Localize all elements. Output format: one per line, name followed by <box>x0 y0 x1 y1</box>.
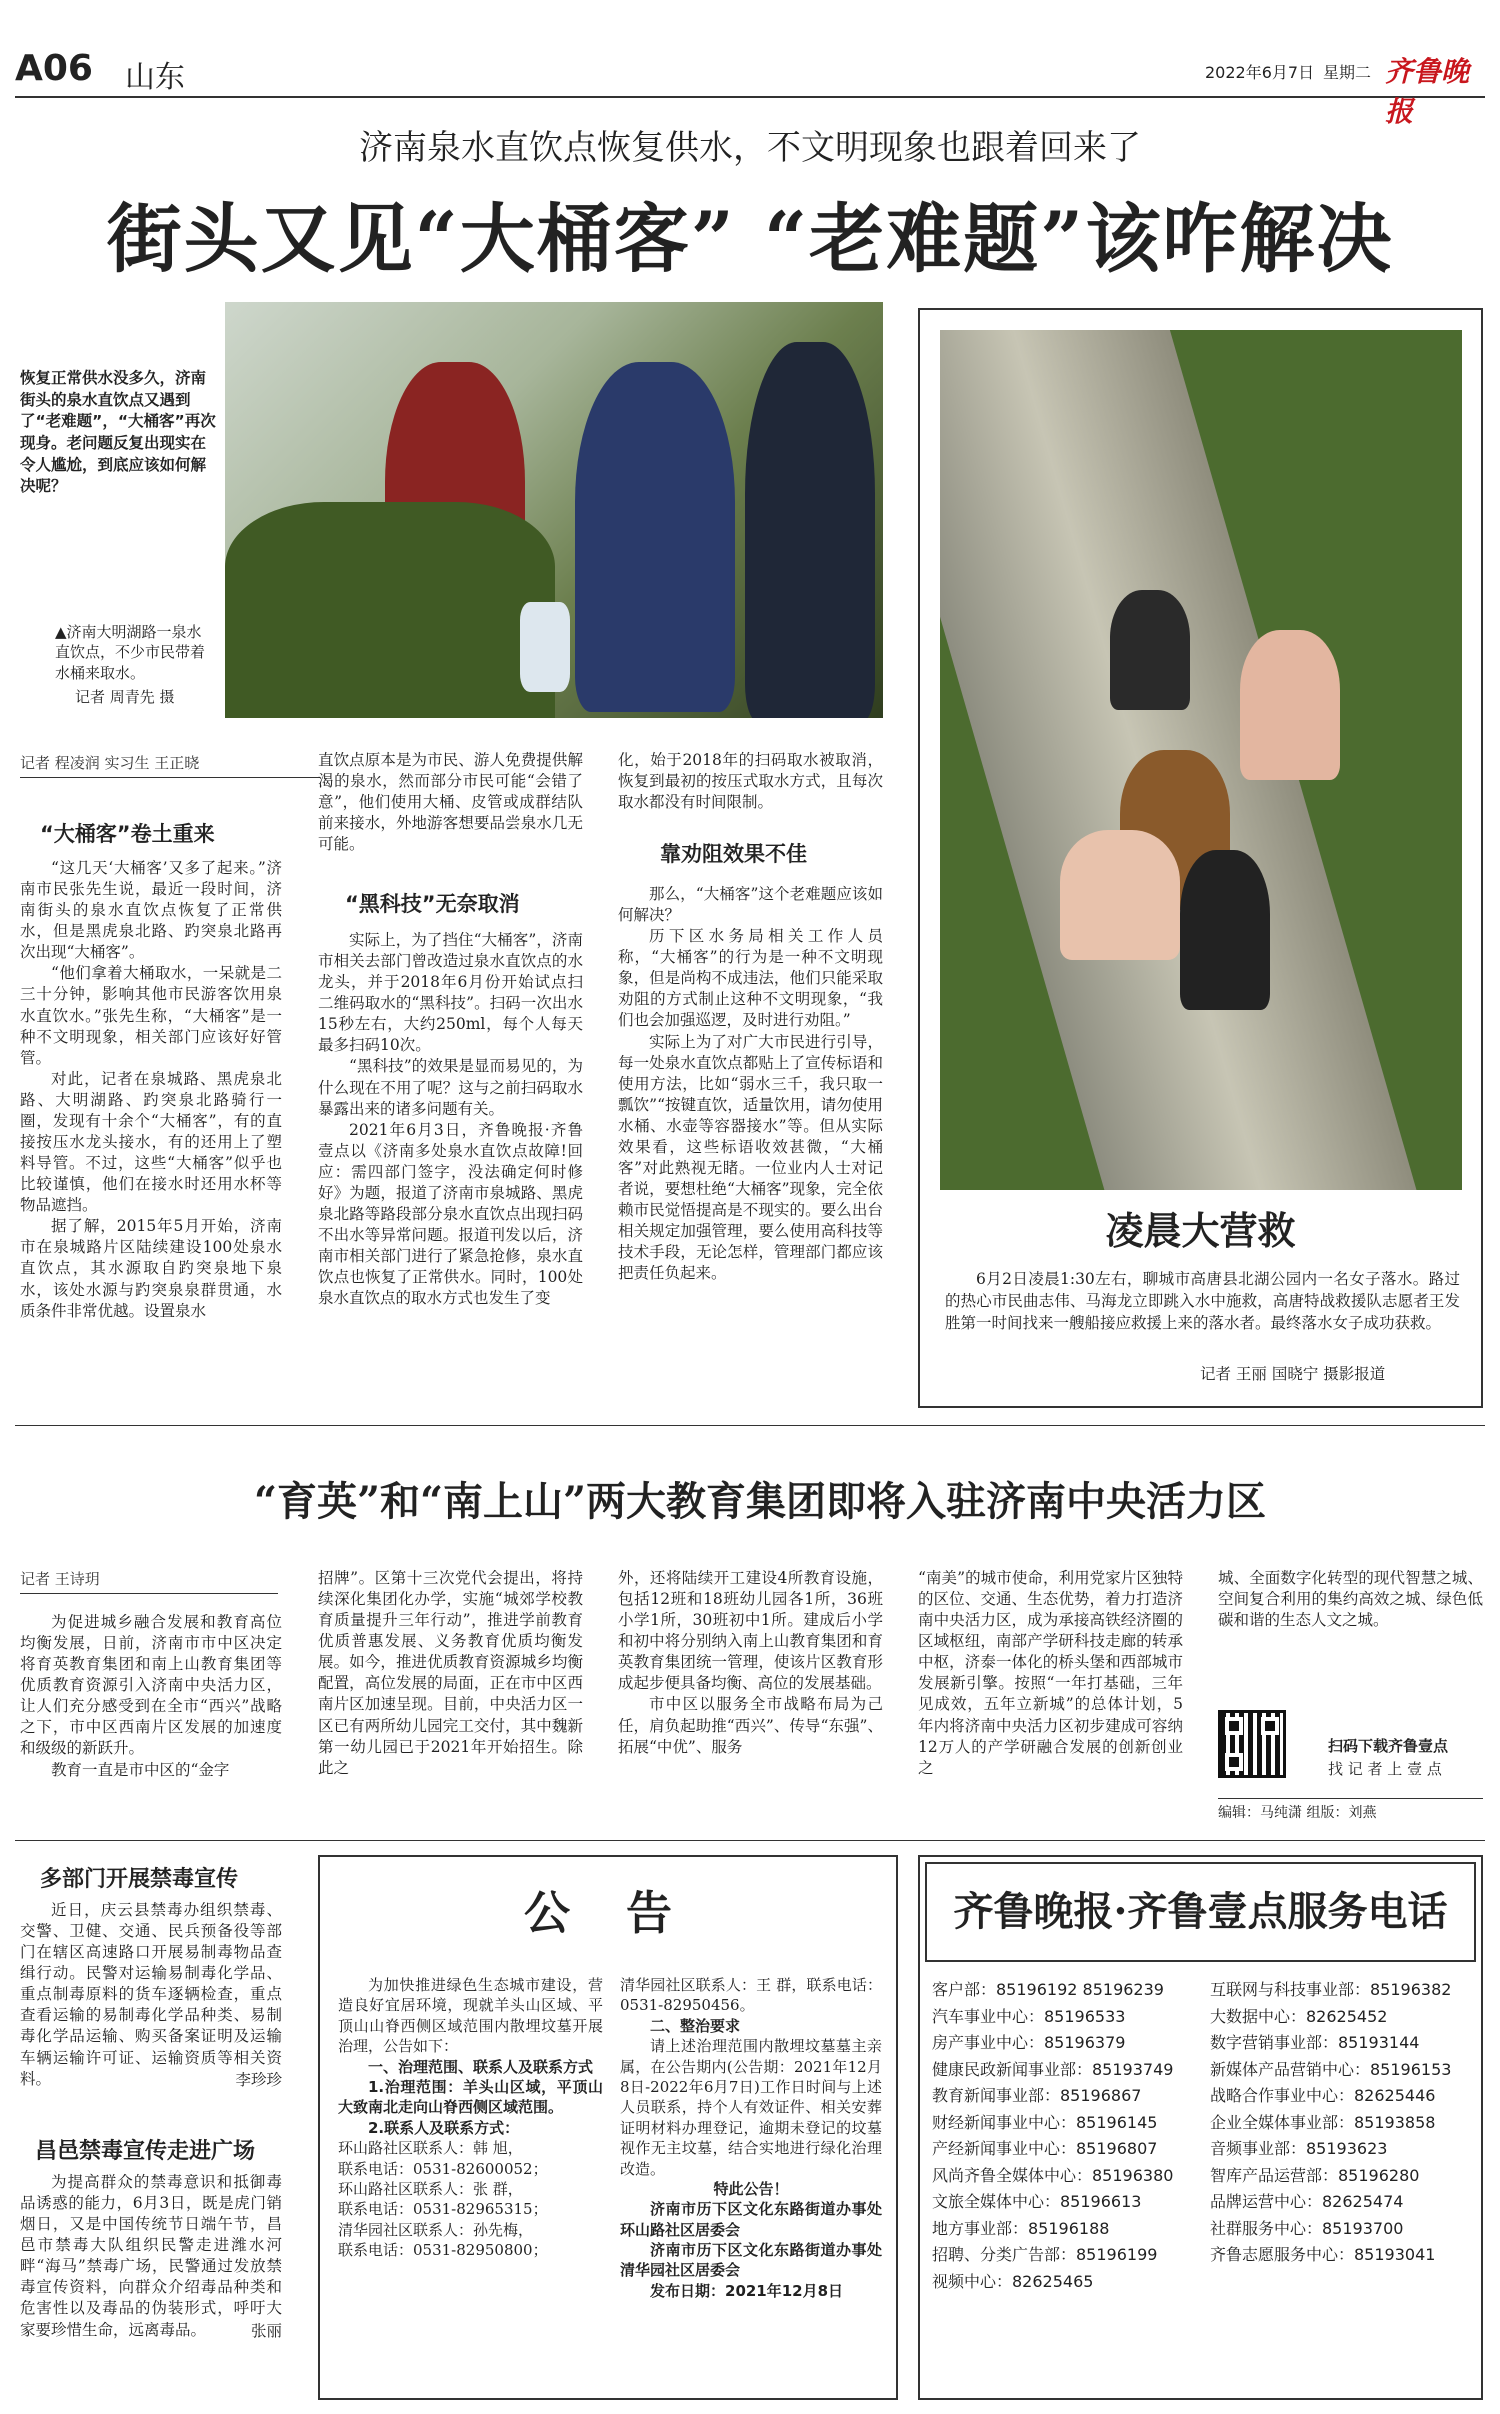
lead-sub2: “黑科技”无奈取消 <box>345 892 520 916</box>
edu-col1: 为促进城乡融合发展和教育高位均衡发展，日前，济南市市中区决定将育英教育集团和南上山教育集团等优质教育资源引入济南中央活力区，让人们充分感受到在全市“西兴”战略之下，市中区西南片区发展的加速度和级级的新跃升。 教育一直是市中区的“金字 <box>20 1613 282 1779</box>
notice-title: 公 告 <box>523 1886 692 1940</box>
service-title: 齐鲁晚报·齐鲁壹点服务电话 <box>925 1862 1476 1962</box>
edu-col5: 城、全面数字化转型的现代智慧之城、空间复合利用的集约高效之城、绿色低碳和谐的生态人文之城。 <box>1218 1569 1483 1630</box>
lead-sub1: “大桶客”卷土重来 <box>40 822 215 846</box>
lead-col3b: 那么，“大桶客”这个老难题应该如何解决？ 历下区水务局相关工作人员称，“大桶客”的行为是一种不文明现象，但是尚构不成违法，他们只能采取劝阻的方式制止这种不文明现象，“我们也会加强巡逻，及时进行劝阻。” 实际上为了对广大市民进行引导，每一处泉水直饮点都贴上了宣传标语和使用方法，比如“弱水三千，我只取一瓢饮”“按键直饮，适量饮用，请勿使用水桶、水壶等容器接水”等。但从实际效果看，这些标语收效甚微，“大桶客”对此熟视无睹。一位业内人士对记者说，要想杜绝“大桶客”现象，完全依赖市民觉悟提高是不现实的。要么出台相关规定加强管理，要么使用高科技等技术手段，无论怎样，管理部门都应该把责任负起来。 <box>618 885 883 1283</box>
lead-photo <box>225 302 883 718</box>
rescue-text: 6月2日凌晨1:30左右，聊城市高唐县北湖公园内一名女子落水。路过的热心市民曲志伟、马海龙立即跳入水中施救，高唐特战救援队志愿者王发胜第一时间找来一艘船接应救援上来的落水者。最终落水女子成功获救。 <box>945 1270 1460 1332</box>
qr-text-2: 找 记 者 上 壹 点 <box>1328 1760 1442 1778</box>
service-box <box>918 1855 1483 2400</box>
section-name: 山东 <box>125 60 185 95</box>
service-right: 互联网与科技事业部：85196382 大数据中心：82625452 数字营销事业部：85193144 新媒体产品营销中心：85196153 战略合作事业中心：82625446 企业全媒体事业部：85193858 音频事业部：85193623 智库产品运营部：85196280 品牌运营中心：82625474 社群服务中心：85193700 齐鲁志愿服务中心：85193041 <box>1210 1980 1452 2265</box>
issue-date: 2022年6月7日 <box>1205 63 1315 82</box>
rescue-photo <box>940 330 1462 1190</box>
divider-rule <box>15 1425 1485 1426</box>
photo-credit: 记者 周青先 摄 <box>75 688 175 706</box>
edu-col2: 招牌”。区第十三次党代会提出，将持续深化集团化办学，实施“城郊学校教育质量提升三年行动”，推进学前教育优质普惠发展、义务教育优质均衡发展。如今，推进优质教育资源城乡均衡配置，高位发展的局面，正在市中区西南片区加速呈现。目前，中央活力区一区已有两所幼儿园完工交付，其中魏新第一幼儿园已于2021年开始招生。除此之 <box>318 1569 583 1777</box>
drug-text-2: 为提高群众的禁毒意识和抵御毒品诱惑的能力，6月3日，既是虎门销烟日，又是中国传统节日端午节，昌邑市禁毒大队组织民警走进潍水河畔“海马”禁毒广场，民警通过发放禁毒宣传资料，向群众介绍毒品种类和危害性以及毒品的伪装形式，呼吁大家要珍惜生命，远离毒品。 张丽 <box>20 2173 282 2340</box>
lead-kicker: 济南泉水直饮点恢复供水，不文明现象也跟着回来了 <box>359 128 1141 168</box>
drug-text-1: 近日，庆云县禁毒办组织禁毒、交警、卫健、交通、民兵预备役等部门在辖区高速路口开展易制毒物品查缉行动。民警对运输易制毒化学品、重点制毒原料的货车逐辆检查，重点查看运输的易制毒化学品种类、易制毒化学品运输、购买备案证明及运输车辆运输许可证、运输资质等相关资料。 李珍珍 <box>20 1901 282 2089</box>
edu-col4: “南美”的城市使命，利用党家片区独特的区位、交通、生态优势，着力打造济南中央活力区，成为承接高铁经济圈的区域枢纽，南部产学研科技走廊的转承中枢，济泰一体化的桥头堡和西部城市发展新引擎。按照“一年打基础，三年见成效，五年立新城”的总体计划，5年内将济南中央活力区初步建成可容纳12万人的产学研融合发展的创新创业之 <box>918 1569 1183 1777</box>
page-header <box>15 40 1485 128</box>
divider-rule-2 <box>15 1840 1485 1841</box>
edu-col3: 外，还将陆续开工建设4所教育设施，包括12班和18班幼儿园各1所，36班小学1所，30班初中1所。建成后小学和初中将分别纳入南上山教育集团和育英教育集团统一管理，使该片区教育形成起步便具备均衡、高位的发展基础。 市中区以服务全市战略布局为己任，肩负起助推“西兴”、传导“东强”、拓展“中优”、服务 <box>618 1569 883 1756</box>
edu-headline: “育英”和“南上山”两大教育集团即将入驻济南中央活力区 <box>253 1478 1267 1525</box>
lead-headline: 街头又见“大桶客” “老难题”该咋解决 <box>106 195 1394 283</box>
lead-intro: 恢复正常供水没多久，济南街头的泉水直饮点又遇到了“老难题”，“大桶客”再次现身。老问题反复出现实在令人尴尬，到底应该如何解决呢？ <box>20 369 216 496</box>
page-number: A06 <box>15 48 93 89</box>
photo-caption: ▲济南大明湖路一泉水直饮点，不少市民带着水桶来取水。 <box>55 623 206 682</box>
editor-credit: 编辑：马纯潇 组版：刘燕 <box>1218 1798 1483 1822</box>
lead-col3: 化，始于2018年的扫码取水被取消，恢复到最初的按压式取水方式，且每次取水都没有时间限制。 <box>618 751 883 812</box>
qr-text: 扫码下载齐鲁壹点 <box>1328 1737 1449 1755</box>
qr-code[interactable] <box>1218 1710 1286 1778</box>
notice-left: 为加快推进绿色生态城市建设，营造良好宜居环境，现就羊头山区域、平顶山山脊西侧区域范围内散埋坟墓开展治理，公告如下： 一、治理范围、联系人及联系方式 1.治理范围：羊头山区域，平顶山大致南北走向山脊西侧区域范围。 2.联系人及联系方式： 环山路社区联系人：韩 旭， 联系电话：0531-82600052； 环山路社区联系人：张 群， 联系电话：0531-82965315； 清华园社区联系人：孙先梅， 联系电话：0531-82950800； <box>338 1976 603 2260</box>
paper-logo: 齐鲁晚报 <box>1385 55 1470 128</box>
rescue-title: 凌晨大营救 <box>1105 1208 1296 1253</box>
issue-weekday: 星期二 <box>1323 63 1372 82</box>
notice-box <box>318 1855 898 2400</box>
drug-heading-2: 昌邑禁毒宣传走进广场 <box>35 2139 256 2164</box>
rescue-credit: 记者 王丽 国晓宁 摄影报道 <box>1200 1365 1386 1383</box>
lead-col1: “这几天‘大桶客’又多了起来。”济南市民张先生说，最近一段时间，济南街头的泉水直饮点恢复了正常供水，但是黑虎泉北路、趵突泉北路再次出现“大桶客”。 “他们拿着大桶取水，一呆就是二三十分钟，影响其他市民游客饮用泉水直饮水。”张先生称，“大桶客”是一种不文明现象，相关部门应该好好管管。 对此，记者在泉城路、黑虎泉北路、大明湖路、趵突泉北路骑行一圈，发现有十余个“大桶客”，有的直接按压水龙头接水，有的还用上了塑料导管。不过，这些“大桶客”似乎也比较谨慎，他们在接水时还用水杯等物品遮挡。 据了解，2015年5月开始，济南市在泉城路片区陆续建设100处泉水直饮点，其水源取自趵突泉地下泉水，该处水源与趵突泉泉群贯通，水质条件非常优越。设置泉水 <box>20 859 282 1320</box>
service-left: 客户部：85196192 85196239 汽车事业中心：85196533 房产事业中心：85196379 健康民政新闻事业部：85193749 教育新闻事业部：85196867 财经新闻事业中心：85196145 产经新闻事业中心：85196807 风尚齐鲁全媒体中心：85196380 文旅全媒体中心：85196613 地方事业部：85196188 招聘、分类广告部：85196199 视频中心：82625465 <box>932 1980 1174 2292</box>
lead-col2: 直饮点原本是为市民、游人免费提供解渴的泉水，然而部分市民可能“会错了意”，他们使用大桶、皮管或成群结队前来接水，外地游客想要品尝泉水几无可能。 <box>318 751 583 854</box>
rescue-box <box>918 308 1483 1408</box>
notice-right: 清华园社区联系人：王 群，联系电话：0531-82950456。 二、整治要求 请上述治理范围内散埋坟墓墓主亲属，在公告期内(公告期：2021年12月8日-2022年6月7日)工作日时间与上述人员联系，持个人有效证件、相关安葬证明材料办理登记，逾期未登记的坟墓视作无主坟墓，结合实地进行绿化治理改造。 特此公告！ 济南市历下区文化东路街道办事处环山路社区居委会 济南市历下区文化东路街道办事处清华园社区居委会 发布日期：2021年12月8日 <box>620 1976 882 2300</box>
lead-byline: 记者 程凌润 实习生 王正晓 <box>20 752 320 778</box>
drug-heading-1: 多部门开展禁毒宣传 <box>40 1867 239 1892</box>
lead-sub3: 靠劝阻效果不佳 <box>660 842 807 866</box>
lead-col2b: 实际上，为了挡住“大桶客”，济南市相关去部门曾改造过泉水直饮点的水龙头，并于2018年6月份开始试点扫二维码取水的“黑科技”。扫码一次出水15秒左右，大约250ml，每个人每天最多扫码10次。 “黑科技”的效果是显而易见的，为什么现在不用了呢？这与之前扫码取水暴露出来的诸多问题有关。 2021年6月3日，齐鲁晚报·齐鲁壹点以《济南多处泉水直饮点故障!回应：需四部门签字，没法确定何时修好》为题，报道了济南市泉城路、黑虎泉北路等路段部分泉水直饮点出现扫码不出水等异常问题。报道刊发以后，济南市相关部门进行了紧急抢修，泉水直饮点也恢复了正常供水。同时，100处泉水直饮点的取水方式也发生了变 <box>318 931 583 1308</box>
edu-byline: 记者 王诗玥 <box>20 1568 278 1594</box>
